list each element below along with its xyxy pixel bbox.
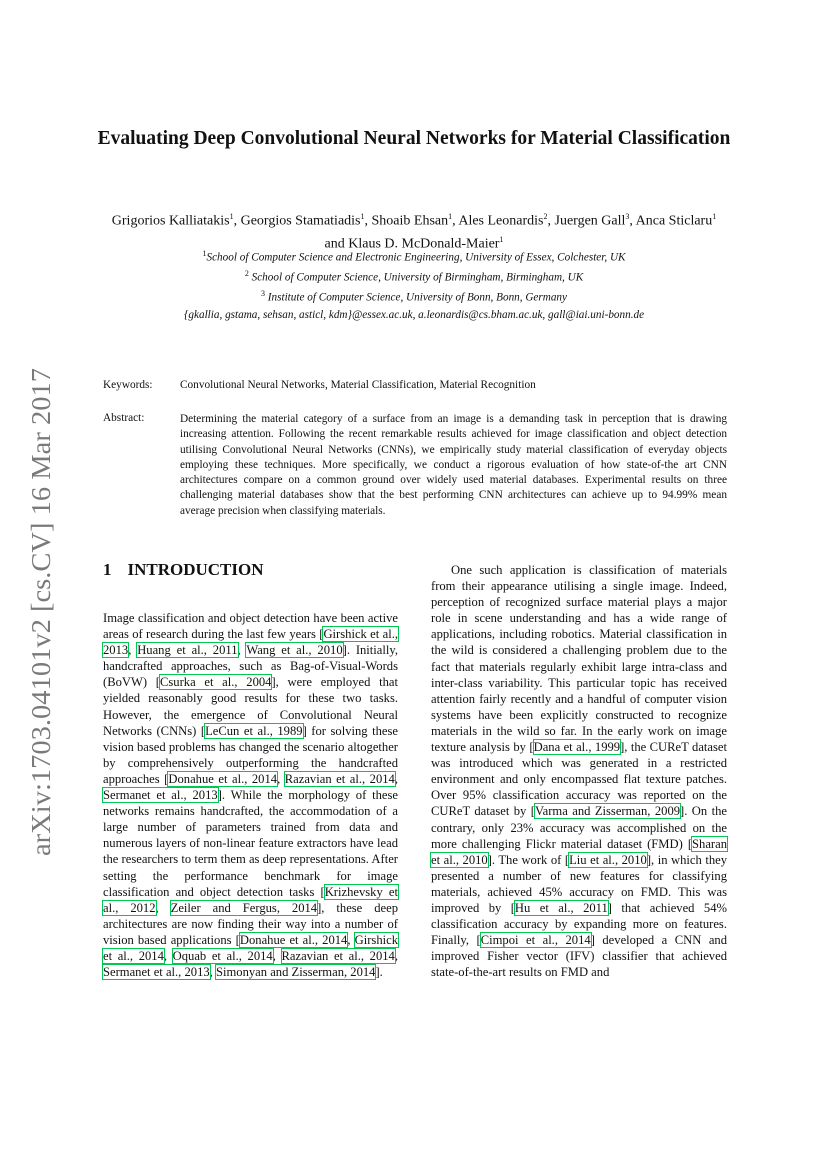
author-name: Anca Sticlaru: [635, 213, 713, 229]
author-emails: {gkallia, gstama, sehsan, asticl, kdm}@essex.ac.uk, a.leonardis@cs.bham.ac.uk, gall@iai.uni-bonn.de: [183, 308, 645, 321]
affiliations: [100, 246, 728, 323]
author-name: Grigorios Kalliatakis: [111, 213, 230, 229]
section-title: INTRODUCTION: [127, 560, 264, 579]
citation-link[interactable]: LeCun et al., 1989: [205, 723, 303, 738]
citation-link[interactable]: Cimpoi et al., 2014: [480, 933, 591, 948]
author-affiliation-mark: 2: [543, 212, 548, 221]
abstract-text: Determining the material category of a surface from an image is a demanding task in perception that is drawing increasing attention. Following the recent remarkable results achieved for image classification and object detection utilising Convolutional Neural Networks (CNNs), we empirically study material classification of everyday objects employing these techniques. More specifically, we conduct a rigorous evaluation of how state-of-the art CNN architectures compare on a common ground over widely used material databases. Experimental results on three challenging material databases show that the best performing CNN architectures can achieve up to 94.99% mean average precision when classifying materials.: [180, 413, 727, 517]
author-name: Ales Leonardis: [458, 213, 544, 229]
citation-link[interactable]: Dana et al., 1999: [533, 740, 621, 755]
section-number: 1: [103, 560, 112, 579]
citation-link[interactable]: Csurka et al., 2004: [159, 675, 272, 690]
citation-link[interactable]: Zeiler and Fergus, 2014: [170, 900, 318, 915]
author-name: Shoaib Ehsan: [371, 213, 449, 229]
author-affiliation-mark: 1: [499, 234, 504, 244]
citation-link[interactable]: Razavian et al., 2014: [284, 771, 395, 786]
affiliation-3: $^3$ Institute of Computer Science, University of Bonn, Bonn, Germany: [260, 289, 567, 305]
citation-link[interactable]: Girshick et al., 2014: [103, 932, 398, 963]
affiliation-1: $^1$School of Computer Science and Electronic Engineering, University of Essex, Colchester, UK: [202, 249, 626, 264]
affiliation-2: $^2$ School of Computer Science, University of Birmingham, Birmingham, UK: [244, 269, 584, 284]
author-name: Klaus D. McDonald-Maier: [348, 236, 500, 252]
paper-title: Evaluating Deep Convolutional Neural Networks for Material Classification: [97, 128, 731, 149]
citation-link[interactable]: Girshick et al., 2013: [103, 627, 398, 658]
author-name: Georgios Stamatiadis: [240, 213, 361, 229]
author-name: Juergen Gall: [554, 213, 626, 229]
citation-link[interactable]: Sermanet et al., 2013: [103, 788, 218, 803]
author-affiliation-mark: 1: [712, 212, 717, 221]
citation-link[interactable]: Simonyan and Zisserman, 2014: [215, 965, 376, 980]
right-column-body: One such application is classification of materials from their appearance utilising a single image. Indeed, perception of recognized surface material plays a major role in scene understanding and has a wide range of applications, including robotics. Material classification in the wild is considered a challenging problem due to the fact that materials regularly exhibit large intra-class and inter-class variability. This particular topic has received attention fairly recently and a handful of computer vision systems have been explicitly constructed to recognize materials in the wild so far. In the early work on image texture analysis by [Dana et al., 1999], the CUReT dataset was introduced which was generated in a restricted environment and only encompassed flat texture patches. Over 95% classification accuracy was reported on the CUReT dataset by [Varma and Zisserman, 2009]. On the contrary, only 23% accuracy was accomplished on the more challenging Flickr material dataset (FMD) [Sharan et al., 2010]. The work of [Liu et al., 2010], in which they presented a number of new features for classifying materials, achieved 45% accuracy on FMD. This was improved by [Hu et al., 2011] that achieved 54% classification accuracy by expanding more on features. Finally, [Cimpoi et al., 2014] developed a CNN and improved Fisher vector (IFV) classifier that achieved state-of-the-art results on FMD and: [431, 563, 728, 980]
citation-link[interactable]: Razavian et al., 2014: [281, 948, 395, 963]
citation-link[interactable]: Donahue et al., 2014: [239, 932, 348, 947]
arxiv-stamp: [14, 360, 60, 860]
keywords-label: Keywords:: [103, 379, 153, 391]
citation-link[interactable]: Wang et al., 2010: [246, 643, 343, 658]
arxiv-stamp-text: arXiv:1703.04101v2 [cs.CV] 16 Mar 2017: [26, 394, 56, 856]
author-affiliation-mark: 1: [448, 212, 453, 221]
citation-link[interactable]: Oquab et al., 2014: [172, 948, 273, 963]
citation-link[interactable]: Donahue et al., 2014: [168, 771, 278, 786]
left-column-body: Image classification and object detection have been active areas of research during the last few years [Girshick et al., 2013, Huang et al., 2011, Wang et al., 2010]. Initially, handcrafted approaches, such as Bag-of-Visual-Words (BoVW) [Csurka et al., 2004], were employed that yielded reasonably good results for these two tasks. However, the emergence of Convolutional Neural Networks (CNNs) [LeCun et al., 1989] for solving these vision based problems has changed the scenario altogether by comprehensively outperforming the handcrafted approaches [Donahue et al., 2014, Razavian et al., 2014, Sermanet et al., 2013]. While the morphology of these networks remains handcrafted, the accommodation of a large number of parameters trained from data and numerous layers of non-linear feature extractors have lead the researchers to term them as deep representations. After setting the performance benchmark for image classification and object detection tasks [Krizhevsky et al., 2012, Zeiler and Fergus, 2014], these deep architectures are now finding their way into a number of vision based applications [Donahue et al., 2014, Girshick et al., 2014, Oquab et al., 2014, Razavian et al., 2014, Sermanet et al., 2013, Simonyan and Zisserman, 2014].: [103, 611, 399, 980]
citation-link[interactable]: Liu et al., 2010: [569, 852, 647, 867]
citation-link[interactable]: Sermanet et al., 2013: [103, 965, 210, 980]
abstract-label: Abstract:: [103, 412, 145, 424]
keywords-text: Convolutional Neural Networks, Material Classification, Material Recognition: [180, 379, 536, 391]
citation-link[interactable]: Varma and Zisserman, 2009: [534, 804, 681, 819]
author-affiliation-mark: 1: [360, 212, 365, 221]
citation-link[interactable]: Hu et al., 2011: [514, 900, 608, 915]
author-list: Grigorios Kalliatakis$^1$, Georgios Stamatiadis$^1$, Shoaib Ehsan$^1$, Ales Leonardis$^2$, Juergen Gall$^3$, Anca Sticlaru$^1$ and Klaus D. McDonald-Maier$^1$: [111, 212, 717, 252]
citation-link[interactable]: Huang et al., 2011: [137, 643, 238, 658]
author-affiliation-mark: 1: [229, 212, 234, 221]
citation-link[interactable]: Sharan et al., 2010: [431, 836, 727, 867]
author-affiliation-mark: 3: [625, 212, 630, 221]
section-heading: [103, 560, 264, 580]
citation-link[interactable]: Krizhevsky et al., 2012: [103, 884, 398, 915]
